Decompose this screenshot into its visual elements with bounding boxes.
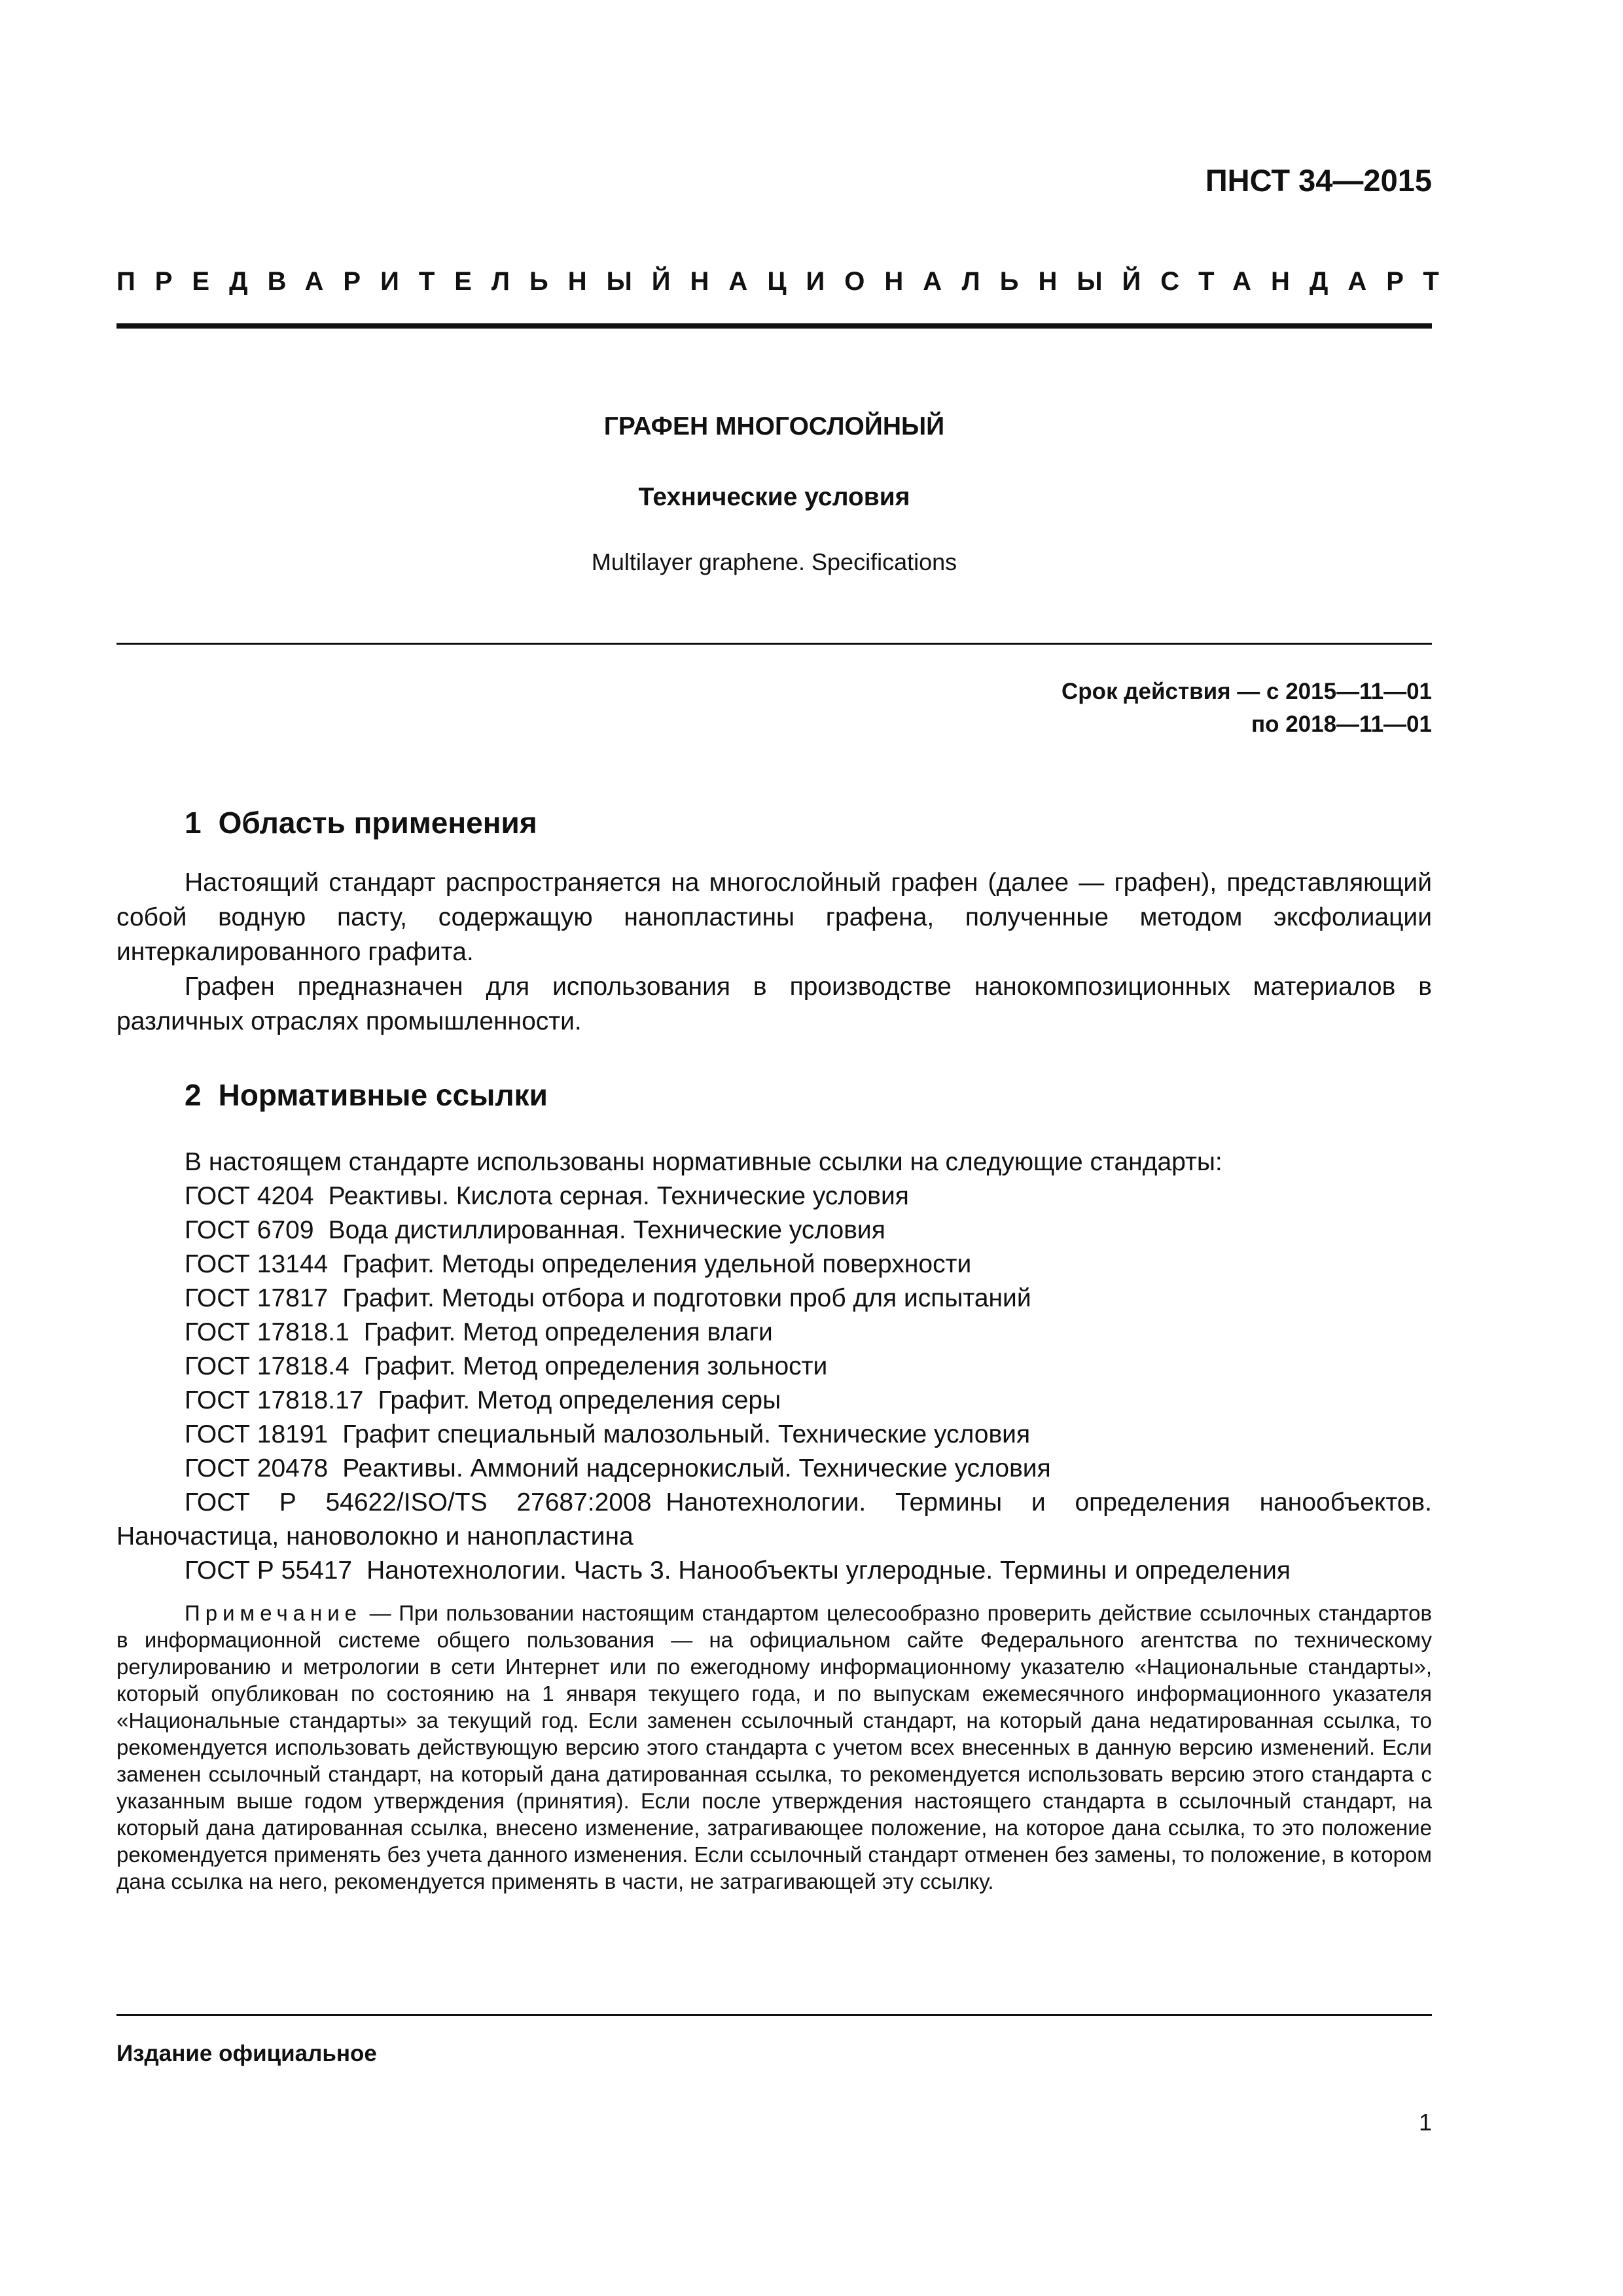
document-designation: ПНСТ 34—2015 [1205,163,1432,198]
reference-code: ГОСТ Р 54622/ISO/TS 27687:2008 [185,1488,652,1516]
header-divider [116,323,1432,329]
reference-title: Графит. Метод определения влаги [363,1318,773,1346]
title-divider [116,643,1432,645]
standard-type-word: СТАНДАРТ [1160,267,1459,296]
reference-item [185,1316,1432,1350]
paragraph: Графен предназначен для использования в производстве нанокомпозиционных материалов в различных отраслях промышленности. [116,973,1432,1035]
section-title: Область применения [218,806,537,840]
reference-item [116,1486,1432,1554]
page-number: 1 [1418,2109,1432,2136]
reference-title: Вода дистиллированная. Технические условия [328,1216,885,1244]
reference-item [185,1384,1432,1418]
section-number: 2 [185,1078,202,1112]
paragraph: Настоящий стандарт распространяется на многослойный графен (далее — графен), представляющий собой водную пасту, содержащую нанопластины графена, полученные методом эксфолиации интеркалированного графита. [116,869,1432,966]
reference-title: Графит. Методы определения удельной поверхности [342,1250,972,1278]
reference-item [185,1554,1432,1588]
validity-from: Срок действия — с 2015—11—01 [1061,679,1432,704]
reference-code: ГОСТ 4204 [185,1182,314,1210]
standard-type-word: ПРЕДВАРИТЕЛЬНЫЙ [116,267,690,296]
reference-item [185,1179,1432,1213]
reference-item [185,1350,1432,1384]
official-edition-label: Издание официальное [116,2041,377,2066]
section-number: 1 [185,806,202,840]
reference-code: ГОСТ Р 55417 [185,1556,353,1585]
document-title: ГРАФЕН МНОГОСЛОЙНЫЙ [603,412,945,440]
document-title-english: Multilayer graphene. Specifications [591,548,957,575]
references-note [116,1600,1432,1895]
reference-code: ГОСТ 6709 [185,1216,314,1244]
reference-item [185,1213,1432,1247]
section-2-heading [185,1077,548,1113]
document-subtitle: Технические условия [638,483,910,511]
note-text: — При пользовании настоящим стандартом целесообразно проверить действие ссылочных стандартов в информационной системе общего пользования — на официальном сайте Федерального агентства по техническому регулированию и метрологии в сети Интернет или по ежегодному информационному указателю «Национальные стандарты», который опубликован по состоянию на 1 января текущего года, и по выпускам ежемесячного информационного указателя «Национальные стандарты» за текущий год. Если заменен ссылочный стандарт, на который дана недатированная ссылка, то рекомендуется использовать действующую версию этого стандарта с учетом всех внесенных в данную версию изменений. Если заменен ссылочный стандарт, на который дана датированная ссылка, то рекомендуется использовать версию этого стандарта с указанным выше годом утверждения (принятия). Если после утверждения настоящего стандарта в ссылочный стандарт, на который дана датированная ссылка, внесено изменение, затрагивающее положение, на которое дана ссылка, то это положение рекомендуется применять без учета данного изменения. Если ссылочный стандарт отменен без замены, то положение, в котором дана ссылка на него, рекомендуется применять в части, не затрагивающей эту ссылку. [116,1601,1432,1893]
reference-code: ГОСТ 20478 [185,1454,329,1482]
reference-code: ГОСТ 17818.4 [185,1352,349,1380]
reference-title: Графит. Метод определения зольности [363,1352,828,1380]
reference-code: ГОСТ 13144 [185,1250,329,1278]
validity-period [1061,675,1432,741]
validity-to: по 2018—11—01 [1251,711,1432,737]
section-title: Нормативные ссылки [218,1078,548,1112]
reference-item [185,1418,1432,1452]
reference-title: Нанотехнологии. Термины и определения нанообъектов. Наночастица, нановолокно и нанопластина [116,1488,1432,1551]
section-1-body [116,865,1432,1039]
normative-references-list [116,1145,1432,1588]
standard-type-word: НАЦИОНАЛЬНЫЙ [690,267,1161,296]
reference-item [185,1282,1432,1316]
references-intro: В настоящем стандарте использованы нормативные ссылки на следующие стандарты: [185,1148,1222,1176]
note-label: Примечание [185,1601,363,1625]
reference-code: ГОСТ 17817 [185,1284,329,1312]
standard-type-heading [116,267,1459,296]
reference-code: ГОСТ 18191 [185,1420,329,1448]
reference-title: Реактивы. Аммоний надсернокислый. Технические условия [342,1454,1051,1482]
reference-title: Графит специальный малозольный. Технические условия [342,1420,1031,1448]
reference-item [185,1452,1432,1486]
reference-title: Реактивы. Кислота серная. Технические условия [328,1182,909,1210]
reference-code: ГОСТ 17818.1 [185,1318,349,1346]
footer-divider [116,2014,1432,2016]
reference-code: ГОСТ 17818.17 [185,1386,364,1414]
reference-item [185,1247,1432,1282]
section-1-heading [185,805,537,840]
reference-title: Графит. Методы отбора и подготовки проб для испытаний [342,1284,1031,1312]
reference-title: Нанотехнологии. Часть 3. Нанообъекты углеродные. Термины и определения [366,1556,1291,1585]
reference-title: Графит. Метод определения серы [378,1386,781,1414]
